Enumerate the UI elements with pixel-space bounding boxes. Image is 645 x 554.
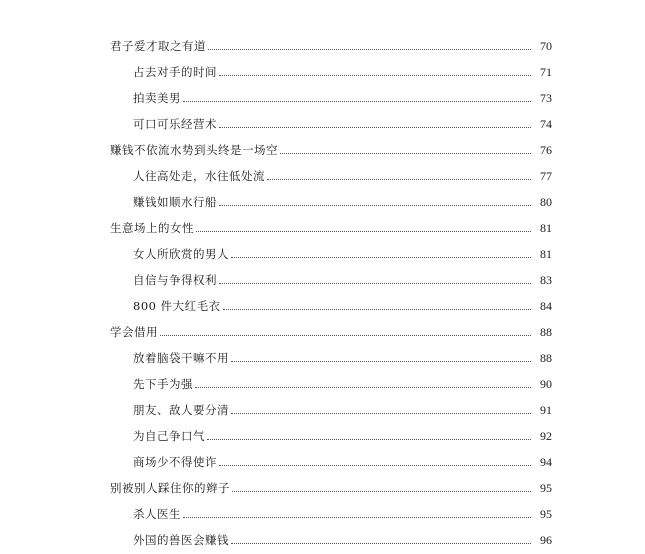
toc-entry-title: 君子爱才取之有道 (110, 39, 206, 53)
dot-leader (183, 516, 531, 518)
toc-entry[interactable] (0, 242, 645, 262)
toc-entry-page-number: 84 (540, 299, 552, 313)
toc-entry-page-number: 80 (540, 195, 552, 209)
toc-entry-title: 先下手为强 (133, 377, 193, 391)
dot-leader (231, 360, 531, 362)
toc-entry[interactable] (0, 86, 645, 106)
toc-entry-page-number: 94 (540, 455, 552, 469)
toc-entry-page-number: 81 (540, 247, 552, 261)
dot-leader (280, 152, 531, 154)
toc-entry-page-number: 74 (540, 117, 552, 131)
toc-entry[interactable] (0, 476, 645, 496)
dot-leader (231, 542, 531, 544)
toc-entry-title: 学会借用 (110, 325, 158, 339)
toc-entry[interactable] (0, 60, 645, 80)
toc-entry[interactable] (0, 294, 645, 314)
dot-leader (219, 126, 531, 128)
toc-entry-page-number: 96 (540, 533, 552, 547)
toc-entry-page-number: 76 (540, 143, 552, 157)
toc-entry-title: 商场少不得使诈 (133, 455, 217, 469)
dot-leader (231, 256, 531, 258)
toc-entry-title: 自信与争得权利 (133, 273, 217, 287)
toc-entry-title: 赚钱如顺水行船 (133, 195, 217, 209)
toc-entry-page-number: 88 (540, 325, 552, 339)
dot-leader (267, 178, 531, 180)
dot-leader (208, 48, 531, 50)
toc-entry-title: 拍卖美男 (133, 91, 181, 105)
toc-entry-title: 占去对手的时间 (133, 65, 217, 79)
toc-entry[interactable] (0, 398, 645, 418)
dot-leader (232, 490, 531, 492)
toc-entry-page-number: 95 (540, 481, 552, 495)
toc-entry[interactable] (0, 424, 645, 444)
toc-entry[interactable] (0, 138, 645, 158)
toc-entry-page-number: 91 (540, 403, 552, 417)
toc-entry-page-number: 81 (540, 221, 552, 235)
toc-entry[interactable] (0, 372, 645, 392)
toc-entry-title: 外国的兽医会赚钱 (133, 533, 229, 547)
toc-entry-title: 女人所欣赏的男人 (133, 247, 229, 261)
dot-leader (231, 412, 531, 414)
toc-entry[interactable] (0, 112, 645, 132)
toc-entry[interactable] (0, 164, 645, 184)
dot-leader (219, 204, 531, 206)
toc-entry[interactable] (0, 190, 645, 210)
toc-entry-title: 为自己争口气 (133, 429, 205, 443)
toc-entry-title: 人往高处走，水往低处流 (133, 169, 265, 183)
toc-entry-title: 朋友、敌人要分清 (133, 403, 229, 417)
dot-leader (160, 334, 531, 336)
toc-entry[interactable] (0, 216, 645, 236)
toc-entry-title: 杀人医生 (133, 507, 181, 521)
toc-entry-title: 赚钱不依流水势到头终是一场空 (110, 143, 278, 157)
toc-entry-page-number: 77 (540, 169, 552, 183)
dot-leader (219, 464, 531, 466)
toc-entry[interactable] (0, 502, 645, 522)
dot-leader (219, 74, 531, 76)
toc-entry[interactable] (0, 346, 645, 366)
toc-entry[interactable] (0, 268, 645, 288)
toc-entry-page-number: 71 (540, 65, 552, 79)
toc-entry[interactable] (0, 320, 645, 340)
toc-entry-page-number: 73 (540, 91, 552, 105)
dot-leader (207, 438, 531, 440)
dot-leader (196, 230, 531, 232)
toc-entry[interactable] (0, 34, 645, 54)
toc-entry[interactable] (0, 450, 645, 470)
toc-entry-title: 生意场上的女性 (110, 221, 194, 235)
dot-leader (223, 308, 531, 310)
toc-entry-page-number: 70 (540, 39, 552, 53)
toc-entry-page-number: 88 (540, 351, 552, 365)
dot-leader (195, 386, 531, 388)
toc-entry-page-number: 90 (540, 377, 552, 391)
dot-leader (219, 282, 531, 284)
toc-entry-title: 别被别人踩住你的辫子 (110, 481, 230, 495)
toc-entry-title: 放着脑袋干嘛不用 (133, 351, 229, 365)
toc-entry-page-number: 92 (540, 429, 552, 443)
toc-entry-title: 可口可乐经营术 (133, 117, 217, 131)
toc-entry[interactable] (0, 528, 645, 548)
dot-leader (183, 100, 531, 102)
toc-entry-page-number: 95 (540, 507, 552, 521)
toc-entry-page-number: 83 (540, 273, 552, 287)
toc-entry-title: 800 件大红毛衣 (133, 299, 221, 313)
